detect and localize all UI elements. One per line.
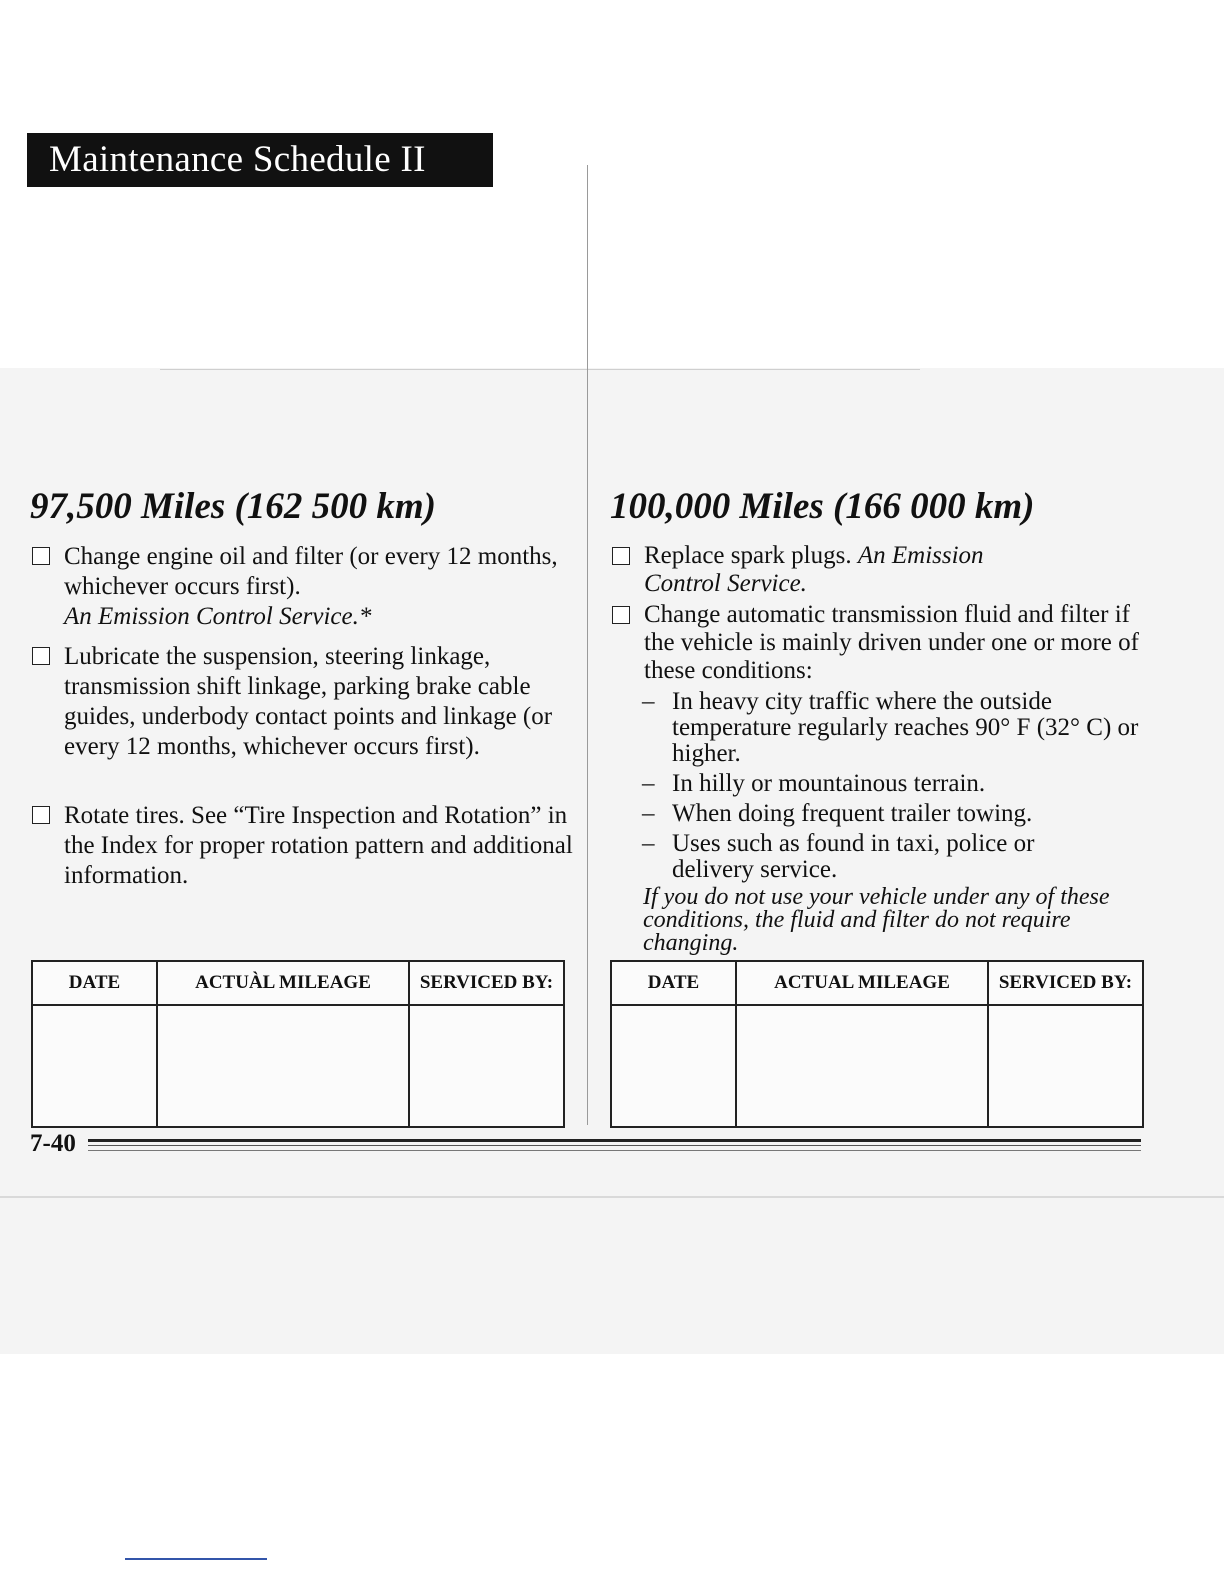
- condition-trailer-towing: [642, 801, 1142, 827]
- left-item-lubricate: [32, 642, 594, 762]
- footer-rule: [88, 1139, 1141, 1142]
- date-cell[interactable]: [32, 1005, 157, 1127]
- serviced-by-header: SERVICED BY:: [409, 961, 564, 1005]
- checkbox-icon[interactable]: [32, 806, 50, 824]
- checkbox-icon[interactable]: [612, 606, 630, 624]
- scan-edge-top: [160, 369, 920, 370]
- right-mileage-title: 100,000 Miles (166 000 km): [610, 486, 1035, 527]
- serviced-by-cell[interactable]: [409, 1005, 564, 1127]
- transmission-footnote: If you do not use your vehicle under any of these conditions, the fluid and filter do not require changing.: [643, 884, 1110, 956]
- serviced-by-header: SERVICED BY:: [988, 961, 1143, 1005]
- footer-rule: [88, 1150, 1141, 1151]
- condition-text: In heavy city traffic where the outside temperature regularly reaches 90° F (32° C) or higher.: [672, 688, 1139, 767]
- right-item-spark-plugs: [612, 542, 1064, 598]
- checkbox-icon[interactable]: [612, 547, 630, 565]
- dash-bullet: –: [642, 800, 655, 827]
- dash-bullet: –: [642, 688, 655, 715]
- item-text: Rotate tires. See “Tire Inspection and Rotation” in the Index for proper rotation pattern and additional information.: [64, 802, 573, 889]
- condition-taxi-police: [642, 831, 1112, 883]
- left-mileage-title: 97,500 Miles (162 500 km): [30, 486, 436, 527]
- condition-city-traffic: [642, 689, 1142, 767]
- left-item-oil: [32, 542, 564, 632]
- condition-text: Uses such as found in taxi, police or delivery service.: [672, 830, 1035, 883]
- right-service-log-table: [610, 960, 1144, 1128]
- item-text: Change engine oil and filter (or every 12 months, whichever occurs first).: [64, 543, 558, 600]
- dash-bullet: –: [642, 830, 655, 857]
- footer-rule: [88, 1145, 1141, 1146]
- left-service-log-table: [31, 960, 565, 1128]
- item-note: An Emission Control Service.: [644, 542, 984, 597]
- item-text: Lubricate the suspension, steering linkage, transmission shift linkage, parking brake cable guides, underbody contact points and linkage (or every 12 months, whichever occurs first).: [64, 643, 553, 760]
- item-text: Replace spark plugs.: [644, 542, 852, 569]
- checkbox-icon[interactable]: [32, 547, 50, 565]
- scan-edge-bottom: [0, 1196, 1224, 1198]
- item-note: An Emission Control Service.*: [64, 603, 372, 630]
- date-header: DATE: [611, 961, 736, 1005]
- condition-text: When doing frequent trailer towing.: [672, 800, 1033, 827]
- actual-mileage-header: ACTUAL MILEAGE: [736, 961, 988, 1005]
- dash-bullet: –: [642, 770, 655, 797]
- section-header: Maintenance Schedule II: [27, 133, 493, 187]
- serviced-by-cell[interactable]: [988, 1005, 1143, 1127]
- condition-hilly-terrain: [642, 771, 1142, 797]
- date-header: DATE: [32, 961, 157, 1005]
- condition-text: In hilly or mountainous terrain.: [672, 770, 986, 797]
- actual-mileage-header: ACTUÀL MILEAGE: [157, 961, 409, 1005]
- item-text: Change automatic transmission fluid and filter if the vehicle is mainly driven under one or more of these conditions:: [644, 601, 1139, 684]
- actual-mileage-cell[interactable]: [736, 1005, 988, 1127]
- left-item-rotate: [32, 801, 579, 891]
- right-item-transmission: [612, 601, 1144, 685]
- bottom-blue-line: [125, 1558, 267, 1560]
- checkbox-icon[interactable]: [32, 647, 50, 665]
- actual-mileage-cell[interactable]: [157, 1005, 409, 1127]
- page-number: 7-40: [30, 1130, 76, 1157]
- date-cell[interactable]: [611, 1005, 736, 1127]
